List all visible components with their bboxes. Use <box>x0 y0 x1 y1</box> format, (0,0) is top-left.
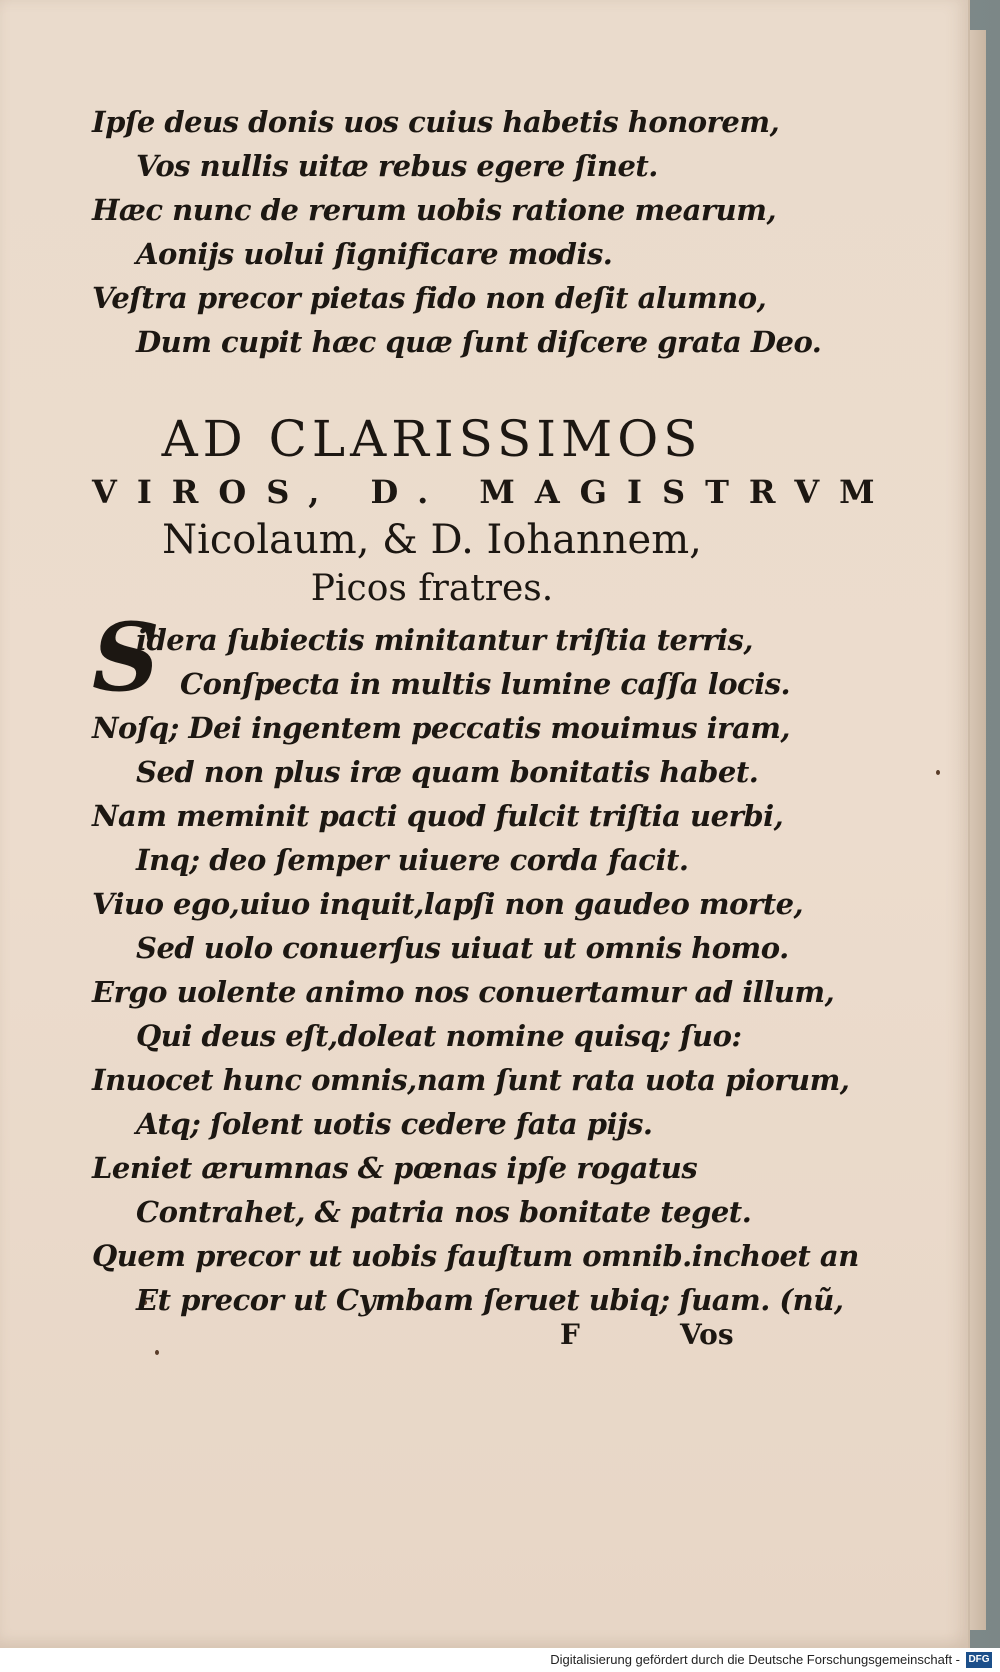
dfg-logo: DFG <box>966 1652 992 1668</box>
verse-line: Viuo ego,uiuo inquit,lapſi non gaudeo morte, <box>92 887 804 921</box>
verse-line: Vos nullis uitæ rebus egere ſinet. <box>136 149 658 183</box>
signature-mark: F <box>560 1318 580 1351</box>
verse-line: Contrahet, & patria nos bonitate teget. <box>136 1195 752 1229</box>
verse-line: Inuocet hunc omnis,nam ſunt rata uota piorum, <box>92 1063 850 1097</box>
verse-line: Ergo uolente animo nos conuertamur ad illum, <box>92 975 835 1009</box>
digitization-banner <box>0 1648 1000 1672</box>
second-verse-text: Conſpecta in multis lumine caſſa locis. <box>180 667 791 701</box>
catchword: Vos <box>680 1318 734 1351</box>
heading-line-3: Nicolaum, & D. Iohannem, <box>162 517 702 563</box>
verse-line: Ipſe deus donis uos cuius habetis honorem, <box>92 105 780 139</box>
verse-group-body <box>92 706 859 1322</box>
page-edge <box>968 30 986 1630</box>
verse-line: Veſtra precor pietas fido non deſit alumno, <box>92 281 767 315</box>
verse-line: Dum cupit hæc quæ ſunt diſcere grata Deo. <box>136 325 822 359</box>
text-block <box>92 100 895 1322</box>
heading-line-4: Picos fratres. <box>310 568 554 609</box>
verse-line: Quem precor ut uobis fauſtum omnib.inchoet an <box>92 1239 859 1273</box>
verse-line: Leniet ærumnas & pœnas ipſe rogatus <box>92 1151 698 1185</box>
heading-line-1: AD CLARISSIMOS <box>161 410 703 468</box>
verse-line: Aonijs uolui ſignificare modis. <box>136 237 613 271</box>
verse-line: Sed non plus iræ quam bonitatis habet. <box>136 755 759 789</box>
poem-second-verse <box>92 662 791 706</box>
banner-text: Digitalisierung gefördert durch die Deutsche Forschungsgemeinschaft - <box>550 1652 960 1667</box>
verse-line: Qui deus eſt,doleat nomine quisq; ſuo: <box>136 1019 742 1053</box>
first-verse-text: idera ſubiectis minitantur triſtia terris, <box>136 623 753 657</box>
verse-group-top <box>92 100 822 364</box>
verse-line: Nam meminit pacti quod fulcit triſtia uerbi, <box>92 799 784 833</box>
ink-speck <box>936 770 940 775</box>
verse-line: Hæc nunc de rerum uobis ratione mearum, <box>92 193 777 227</box>
heading-line-2: VIROS, D. MAGISTRVM <box>92 473 895 511</box>
verse-line: Et precor ut Cymbam ſeruet ubiq; ſuam. (nũ, <box>136 1283 844 1317</box>
ink-speck <box>155 1350 159 1355</box>
drop-cap: S <box>92 603 160 713</box>
verse-line: Atq; ſolent uotis cedere fata pijs. <box>136 1107 653 1141</box>
verse-line: Inq; deo ſemper uiuere corda facit. <box>136 843 689 877</box>
verse-line: Noſq; Dei ingentem peccatis mouimus iram, <box>92 711 791 745</box>
verse-line: Sed uolo conuerſus uiuat ut omnis homo. <box>136 931 789 965</box>
